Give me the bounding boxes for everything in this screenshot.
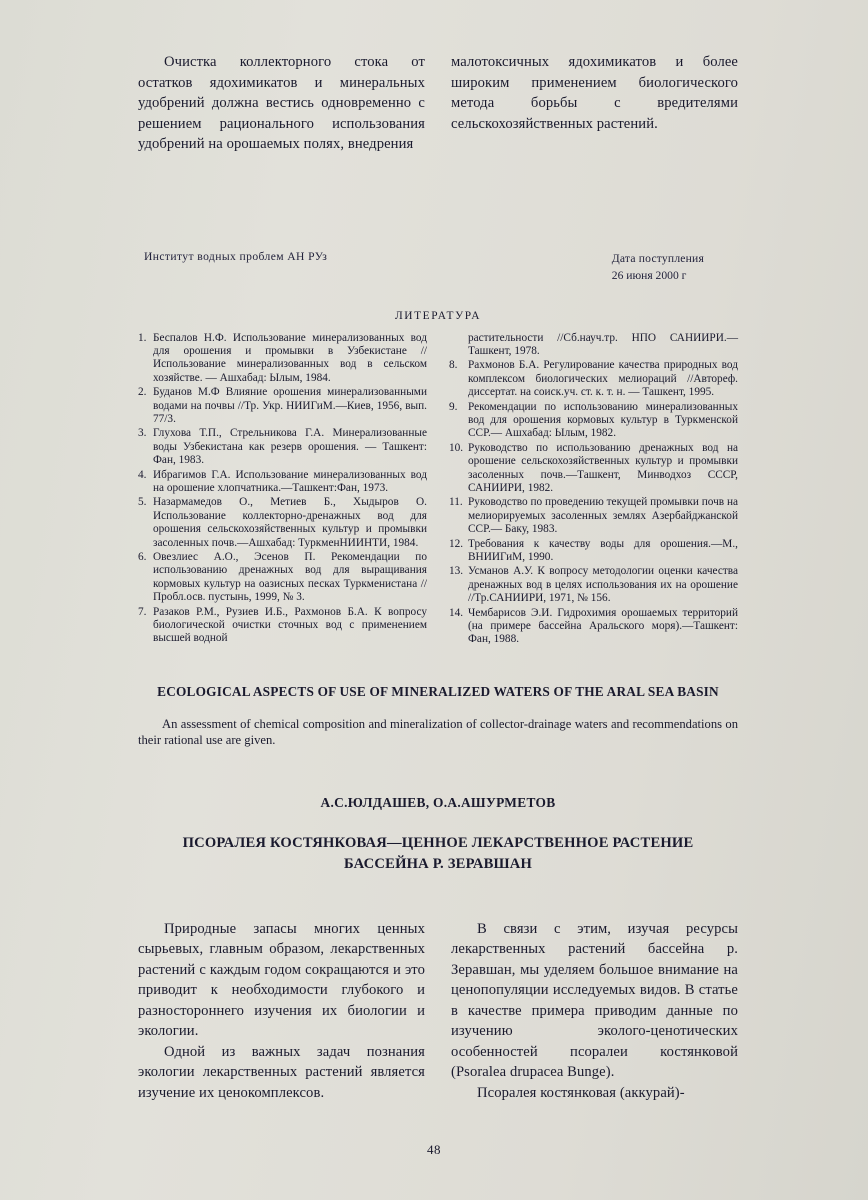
article-body-left-column: [138, 919, 425, 1104]
reference-number: 7.: [138, 605, 147, 618]
article-title: [138, 833, 738, 875]
english-summary-text: An assessment of chemical composition and mineralization of collector-drainage waters and recommendations on their rational use are given.: [138, 716, 738, 748]
reference-text: Рекомендации по использованию минерализованных вод для орошения кормовых культур в Туркменской ССР.— Ашхабад: Ылым, 1982.: [468, 400, 738, 440]
english-summary-title: ECOLOGICAL ASPECTS OF USE OF MINERALIZED WATERS OF THE ARAL SEA BASIN: [157, 683, 719, 699]
reference-text: Назармамедов О., Метиев Б., Хыдыров О. Использование коллекторно-дренажных вод для орошения сельскохозяйственных культур и промывки засоленных почв.—Ашхабад: ТуркменНИИНТИ, 1984.: [153, 496, 427, 549]
reference-text: Рахмонов Б.А. Регулирование качества природных вод комплексом биологических мелиораций //Автореф. диссертат. на соиск.уч. ст. к. т. н. — Ташкент, 1995.: [468, 359, 738, 399]
reference-item: [138, 469, 427, 496]
reference-number: 12.: [449, 537, 464, 550]
article-paragraph: Одной из важных задач познания экологии лекарственных растений является изучение их ценокомплексов.: [138, 1043, 425, 1101]
article-title-line1: ПСОРАЛЕЯ КОСТЯНКОВАЯ—ЦЕННОЕ ЛЕКАРСТВЕННОЕ РАСТЕНИЕ: [182, 834, 694, 851]
reference-item: [449, 442, 738, 496]
article-paragraph: В связи с этим, изучая ресурсы лекарственных растений бассейна р. Зеравшан, мы уделяем большое внимание на ценопопуляции исследуемых видов. В статье в качестве примера приводим данные по изучению эколого-ценотических особенностей псоралеи костянковой (Psoralea drupacea Bunge).: [451, 920, 738, 1081]
reference-text: Беспалов Н.Ф. Использование минерализованных вод для орошения и промывки в Узбекистане //Использование минерализованных вод в сельском хозяйстве. — Ашхабад: Ылым, 1984.: [153, 331, 427, 384]
article-paragraph: Псоралея костянковая (аккурай)-: [477, 1084, 685, 1101]
reference-item: [138, 427, 427, 467]
reference-number: 8.: [449, 359, 458, 372]
reference-number: 2.: [138, 386, 147, 399]
reference-list-left: [138, 332, 427, 646]
reference-number: 9.: [449, 400, 458, 413]
english-summary-body: [138, 716, 738, 749]
page-number: 48: [427, 1142, 441, 1157]
article-title-line2: БАССЕЙНА Р. ЗЕРАВШАН: [343, 855, 533, 872]
reference-item: [449, 565, 738, 605]
article-tail-right-text: малотоксичных ядохимикатов и более широким применением биологического метода борьбы с вредителями сельскохозяйственных растений.: [451, 54, 738, 132]
received-date-value: 26 июня 2000 г: [611, 268, 687, 282]
reference-number: 13.: [449, 565, 464, 578]
article-tail-left-text: Очистка коллекторного стока от остатков ядохимикатов и минеральных удобрений должна вестись одновременно с решением рационального использования удобрений на орошаемых полях, внедрения: [138, 54, 425, 152]
reference-number: 4.: [138, 468, 147, 481]
reference-text: растительности //Сб.науч.тр. НПО САНИИРИ.—Ташкент, 1978.: [468, 331, 738, 357]
reference-item: [138, 551, 427, 605]
reference-number: 1.: [138, 331, 147, 344]
reference-text: Требования к качеству воды для орошения.—М., ВНИИГиМ, 1990.: [468, 537, 738, 563]
received-date-label: Дата поступления: [611, 251, 704, 265]
literature-heading: ЛИТЕРАТУРА: [394, 309, 482, 322]
literature-left-column: [138, 332, 427, 648]
reference-item: [449, 538, 738, 565]
reference-item-continuation: [449, 332, 738, 359]
reference-item: [138, 606, 427, 646]
reference-number: 5.: [138, 496, 147, 509]
reference-item: [138, 332, 427, 386]
received-date: [612, 250, 738, 284]
reference-number: [449, 332, 468, 359]
reference-text: Буданов М.Ф Влияние орошения минерализованными водами на почвы //Тр. Укр. НИИГиМ.—Киев, 1956, вып. 77/3.: [153, 386, 427, 425]
reference-text: Глухова Т.П., Стрельникова Г.А. Минерализованные воды Узбекистана как резерв орошения. — Ташкент: Фан, 1983.: [153, 427, 427, 467]
reference-item: [138, 496, 427, 550]
reference-number: 3.: [138, 427, 147, 440]
reference-text: Усманов А.У. К вопросу методологии оценки качества дренажных вод в целях использования их на орошение //Тр.САНИИРИ, 1971, № 156.: [468, 565, 738, 605]
reference-number: 10.: [449, 441, 464, 454]
reference-text: Овезлиес А.О., Эсенов П. Рекомендации по использованию дренажных вод для выращивания кормовых культур на оазисных песках Туркменистана //Пробл.осв. пустынь, 1999, № 3.: [153, 551, 427, 604]
reference-number: 14.: [449, 606, 464, 619]
reference-item: [138, 386, 427, 426]
reference-number: 6.: [138, 551, 147, 563]
reference-item: [449, 401, 738, 441]
article-tail-right-column: [451, 52, 738, 155]
reference-item: [449, 607, 738, 647]
reference-text: Разаков Р.М., Рузиев И.Б., Рахмонов Б.А. К вопросу биологической очистки сточных вод с применением высшей водной: [153, 605, 427, 645]
reference-item: [449, 496, 738, 536]
literature-list: [138, 332, 738, 648]
article-authors: А.С.ЮЛДАШЕВ, О.А.АШУРМЕТОВ: [320, 794, 556, 810]
reference-number: 11.: [449, 496, 463, 509]
reference-text: Ибрагимов Г.А. Использование минерализованных вод на орошение хлопчатника.—Ташкент:Фан, 1973.: [153, 468, 427, 494]
institute-name: Институт водных проблем АН РУз: [144, 249, 328, 263]
reference-text: Чембарисов Э.И. Гидрохимия орошаемых территорий (на примере бассейна Аральского моря).—Ташкент: Фан, 1988.: [468, 606, 738, 646]
reference-item: [449, 359, 738, 399]
reference-list-right: [449, 332, 738, 647]
reference-text: Руководство по использованию дренажных вод на орошение сельскохозяйственных культур и промывки засоленных почв.—Ташкент, Минводхоз СССР, САНИИРИ, 1982.: [468, 441, 738, 494]
article-body-right-column: [451, 919, 738, 1104]
reference-text: Руководство по проведению текущей промывки почв на мелиорируемых засоленных землях Азербайджанской ССР.— Баку, 1983.: [468, 496, 738, 536]
literature-right-column: [449, 332, 738, 648]
article-meta: [138, 250, 738, 284]
article-tail-left-column: [138, 52, 425, 155]
page-content: [138, 52, 738, 1152]
article-paragraph: Природные запасы многих ценных сырьевых, главным образом, лекарственных растений с каждым годом сокращаются и это приводит к необходимости глубокого и разностороннего изучения их биологии и экологии.: [138, 920, 425, 1040]
article-tail: [138, 52, 738, 155]
article-body: [138, 919, 738, 1104]
